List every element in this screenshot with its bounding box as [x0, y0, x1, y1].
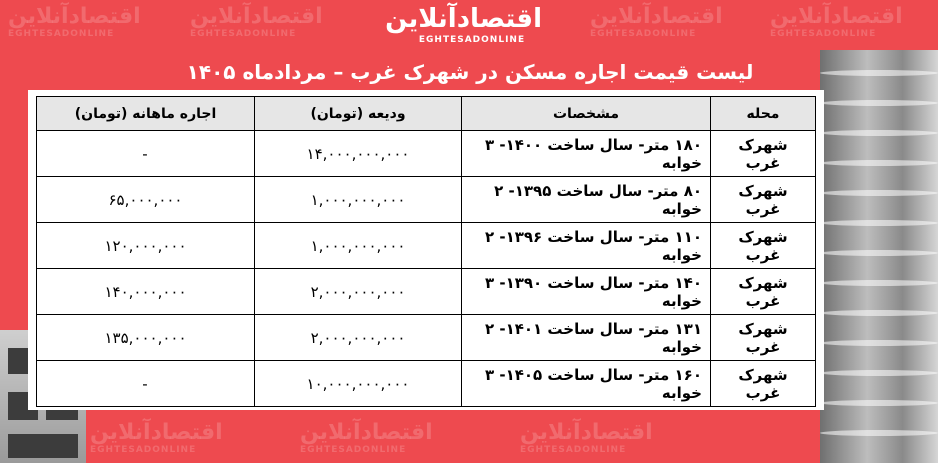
cell-spec: ۸۰ متر- سال ساخت ۱۳۹۵- ۲ خوابه	[462, 177, 711, 223]
cell-area: شهرک غرب	[711, 177, 816, 223]
header-rent: اجاره ماهانه (تومان)	[37, 97, 255, 131]
header-area: محله	[711, 97, 816, 131]
cell-spec: ۱۳۱ متر- سال ساخت ۱۴۰۱- ۲ خوابه	[462, 315, 711, 361]
watermark: اقتصادآنلاین EGHTESADONLINE	[520, 420, 653, 455]
cell-deposit: ۲,۰۰۰,۰۰۰,۰۰۰	[255, 315, 462, 361]
cell-spec: ۱۴۰ متر- سال ساخت ۱۳۹۰- ۳ خوابه	[462, 269, 711, 315]
watermark: اقتصادآنلاین EGHTESADONLINE	[8, 4, 141, 39]
table-row	[37, 131, 816, 177]
brand-logo-text: اقتصادآنلاین	[385, 4, 542, 34]
cell-rent: -	[37, 361, 255, 407]
watermark: اقتصادآنلاین EGHTESADONLINE	[300, 420, 433, 455]
brand-logo-url: EGHTESADONLINE	[418, 35, 526, 45]
table-row	[37, 177, 816, 223]
watermark: اقتصادآنلاین EGHTESADONLINE	[90, 420, 223, 455]
cell-area: شهرک غرب	[711, 361, 816, 407]
page-title: لیست قیمت اجاره مسکن در شهرک غرب – مردادماه ۱۴۰۵	[186, 60, 754, 84]
watermark: اقتصادآنلاین EGHTESADONLINE	[190, 4, 323, 39]
cell-area: شهرک غرب	[711, 131, 816, 177]
watermark: اقتصادآنلاین EGHTESADONLINE	[770, 4, 903, 39]
table-row	[37, 361, 816, 407]
cell-deposit: ۱,۰۰۰,۰۰۰,۰۰۰	[255, 177, 462, 223]
cell-spec: ۱۶۰ متر- سال ساخت ۱۴۰۵- ۳ خوابه	[462, 361, 711, 407]
table-row	[37, 269, 816, 315]
table-row	[37, 315, 816, 361]
table-header-row	[37, 97, 816, 131]
header-spec: مشخصات	[462, 97, 711, 131]
cell-rent: -	[37, 131, 255, 177]
table-row	[37, 223, 816, 269]
cell-rent: ۱۲۰,۰۰۰,۰۰۰	[37, 223, 255, 269]
cell-deposit: ۱۰,۰۰۰,۰۰۰,۰۰۰	[255, 361, 462, 407]
brand-logo	[385, 4, 542, 54]
cell-deposit: ۲,۰۰۰,۰۰۰,۰۰۰	[255, 269, 462, 315]
cell-spec: ۱۱۰ متر- سال ساخت ۱۳۹۶- ۲ خوابه	[462, 223, 711, 269]
cell-rent: ۶۵,۰۰۰,۰۰۰	[37, 177, 255, 223]
cell-area: شهرک غرب	[711, 315, 816, 361]
cell-area: شهرک غرب	[711, 269, 816, 315]
watermark: اقتصادآنلاین EGHTESADONLINE	[590, 4, 723, 39]
tower-image	[820, 50, 938, 463]
cell-area: شهرک غرب	[711, 223, 816, 269]
rent-table	[36, 96, 816, 407]
cell-deposit: ۱۴,۰۰۰,۰۰۰,۰۰۰	[255, 131, 462, 177]
table-card	[28, 90, 824, 410]
cell-spec: ۱۸۰ متر- سال ساخت ۱۴۰۰- ۳ خوابه	[462, 131, 711, 177]
cell-deposit: ۱,۰۰۰,۰۰۰,۰۰۰	[255, 223, 462, 269]
cell-rent: ۱۳۵,۰۰۰,۰۰۰	[37, 315, 255, 361]
cell-rent: ۱۴۰,۰۰۰,۰۰۰	[37, 269, 255, 315]
header-deposit: ودیعه (تومان)	[255, 97, 462, 131]
